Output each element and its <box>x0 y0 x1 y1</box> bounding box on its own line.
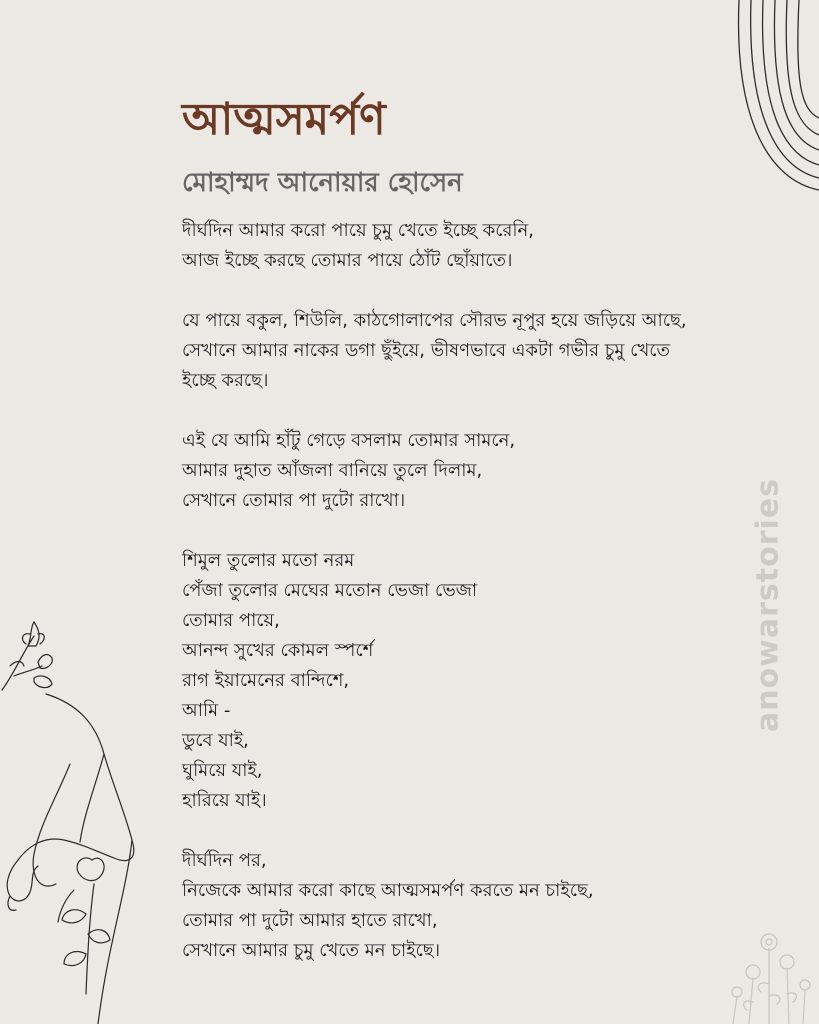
poem-line: পেঁজা তুলোর মেঘের মতোন ভেজা ভেজা <box>182 580 478 601</box>
poem-line: সেখানে তোমার পা দুটো রাখো। <box>182 490 406 511</box>
poem-line: তোমার পা দুটো আমার হাতে রাখো, <box>182 910 438 931</box>
poem-line: আমার দুহাত আঁজলা বানিয়ে তুলে দিলাম, <box>182 460 483 481</box>
poem-line: ইচ্ছে করছে। <box>182 370 269 391</box>
poem-title: আত্মসমর্পণ <box>182 94 386 145</box>
poem-line: সেখানে আমার চুমু খেতে মন চাইছে। <box>182 940 441 961</box>
poem-line: তোমার পায়ে, <box>182 610 280 631</box>
poem-body <box>182 216 772 996</box>
poem-line: যে পায়ে বকুল, শিউলি, কাঠগোলাপের সৌরভ নূপুর হয়ে জড়িয়ে আছে, <box>182 310 687 331</box>
stanza-5 <box>182 846 772 966</box>
poem-line: ডুবে যাই, <box>182 730 249 751</box>
stanza-4 <box>182 546 772 816</box>
poem-line: আমি - <box>182 700 231 721</box>
poem-line: ঘুমিয়ে যাই, <box>182 760 263 781</box>
poem-line: শিমুল তুলোর মতো নরম <box>182 550 355 571</box>
line-art-figure-with-flowers <box>0 614 150 1024</box>
wildflowers-sketch <box>719 924 819 1024</box>
poem-line: এই যে আমি হাঁটু গেড়ে বসলাম তোমার সামনে, <box>182 430 516 451</box>
poem-author: মোহাম্মদ আনোয়ার হোসেন <box>182 168 463 198</box>
poem-line: দীর্ঘদিন আমার করো পায়ে চুমু খেতে ইচ্ছে করেনি, <box>182 220 535 241</box>
poem-line: আনন্দ সুখের কোমল স্পর্শে <box>182 640 374 661</box>
stanza-2 <box>182 306 772 396</box>
poem-line: নিজেকে আমার করো কাছে আত্মসমর্পণ করতে মন চাইছে, <box>182 880 594 901</box>
poem-line: হারিয়ে যাই। <box>182 790 267 811</box>
concentric-arcs-decoration <box>709 0 819 200</box>
poem-line: দীর্ঘদিন পর, <box>182 850 267 871</box>
watermark-text: anowarstories <box>750 477 786 733</box>
stanza-1 <box>182 216 772 276</box>
poem-line: রাগ ইয়ামেনের বান্দিশে, <box>182 670 350 691</box>
stanza-3 <box>182 426 772 516</box>
poem-line: সেখানে আমার নাকের ডগা ছুঁইয়ে, ভীষণভাবে একটা গভীর চুমু খেতে <box>182 340 670 361</box>
poem-line: আজ ইচ্ছে করছে তোমার পায়ে ঠোঁট ছোঁয়াতে। <box>182 250 513 271</box>
